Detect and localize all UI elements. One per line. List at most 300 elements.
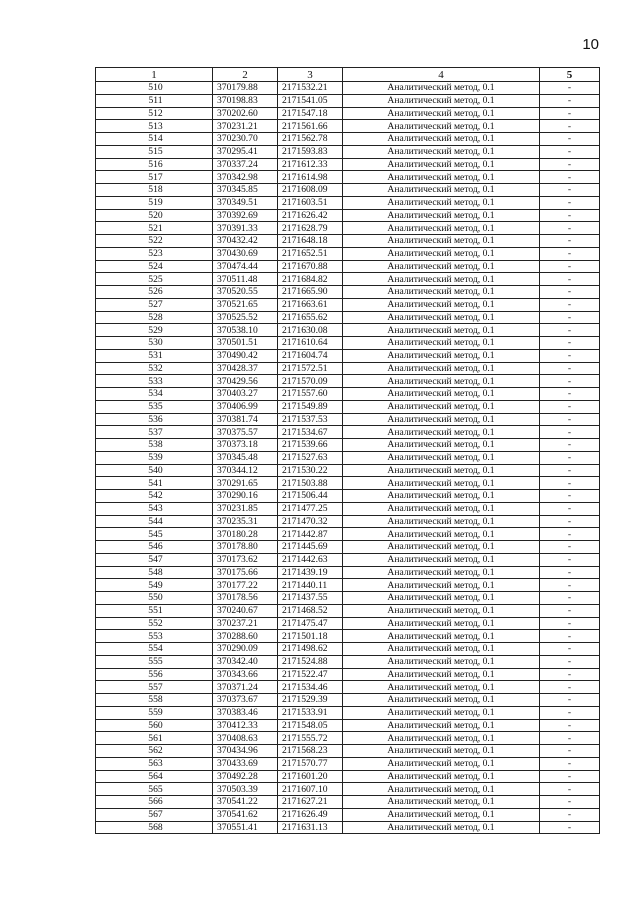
description-cell: - — [540, 388, 600, 401]
x-coordinate-cell: 370403.27 — [213, 388, 278, 401]
description-cell: - — [540, 553, 600, 566]
description-cell: - — [540, 260, 600, 273]
method-cell: Аналитический метод, 0.1 — [343, 247, 540, 260]
method-cell: Аналитический метод, 0.1 — [343, 349, 540, 362]
point-number-cell: 528 — [96, 311, 213, 324]
method-cell: Аналитический метод, 0.1 — [343, 821, 540, 834]
description-cell: - — [540, 566, 600, 579]
point-number-cell: 511 — [96, 94, 213, 107]
x-coordinate-cell: 370175.66 — [213, 566, 278, 579]
y-coordinate-cell: 2171593.83 — [278, 145, 343, 158]
table-row — [96, 515, 600, 528]
point-number-cell: 562 — [96, 745, 213, 758]
x-coordinate-cell: 370391.33 — [213, 222, 278, 235]
table-row — [96, 82, 600, 95]
x-coordinate-cell: 370501.51 — [213, 337, 278, 350]
method-cell: Аналитический метод, 0.1 — [343, 732, 540, 745]
header-method: 4 — [343, 68, 540, 82]
description-cell: - — [540, 120, 600, 133]
table-row — [96, 184, 600, 197]
method-cell: Аналитический метод, 0.1 — [343, 502, 540, 515]
y-coordinate-cell: 2171665.90 — [278, 286, 343, 299]
point-number-cell: 517 — [96, 171, 213, 184]
x-coordinate-cell: 370173.62 — [213, 553, 278, 566]
y-coordinate-cell: 2171626.49 — [278, 808, 343, 821]
description-cell: - — [540, 349, 600, 362]
table-row — [96, 745, 600, 758]
description-cell: - — [540, 579, 600, 592]
table-row — [96, 388, 600, 401]
table-row — [96, 477, 600, 490]
description-cell: - — [540, 604, 600, 617]
x-coordinate-cell: 370290.09 — [213, 643, 278, 656]
table-row — [96, 260, 600, 273]
description-cell: - — [540, 324, 600, 337]
point-number-cell: 567 — [96, 808, 213, 821]
x-coordinate-cell: 370521.65 — [213, 298, 278, 311]
method-cell: Аналитический метод, 0.1 — [343, 706, 540, 719]
y-coordinate-cell: 2171630.08 — [278, 324, 343, 337]
table-row — [96, 694, 600, 707]
point-number-cell: 531 — [96, 349, 213, 362]
table-row — [96, 706, 600, 719]
method-cell: Аналитический метод, 0.1 — [343, 770, 540, 783]
table-row — [96, 579, 600, 592]
table-body — [96, 82, 600, 834]
table-row — [96, 324, 600, 337]
y-coordinate-cell: 2171607.10 — [278, 783, 343, 796]
table-row — [96, 145, 600, 158]
x-coordinate-cell: 370178.80 — [213, 541, 278, 554]
table-row — [96, 490, 600, 503]
table-row — [96, 120, 600, 133]
y-coordinate-cell: 2171548.05 — [278, 719, 343, 732]
point-number-cell: 538 — [96, 439, 213, 452]
y-coordinate-cell: 2171445.69 — [278, 541, 343, 554]
y-coordinate-cell: 2171501.18 — [278, 630, 343, 643]
y-coordinate-cell: 2171684.82 — [278, 273, 343, 286]
table-row — [96, 566, 600, 579]
method-cell: Аналитический метод, 0.1 — [343, 694, 540, 707]
method-cell: Аналитический метод, 0.1 — [343, 133, 540, 146]
point-number-cell: 564 — [96, 770, 213, 783]
table-row — [96, 362, 600, 375]
point-number-cell: 560 — [96, 719, 213, 732]
table-header — [96, 68, 600, 82]
point-number-cell: 533 — [96, 375, 213, 388]
x-coordinate-cell: 370430.69 — [213, 247, 278, 260]
point-number-cell: 543 — [96, 502, 213, 515]
x-coordinate-cell: 370511.48 — [213, 273, 278, 286]
point-number-cell: 532 — [96, 362, 213, 375]
description-cell: - — [540, 732, 600, 745]
x-coordinate-cell: 370240.67 — [213, 604, 278, 617]
point-number-cell: 513 — [96, 120, 213, 133]
page-number: 10 — [582, 36, 599, 53]
description-cell: - — [540, 158, 600, 171]
table-row — [96, 107, 600, 120]
method-cell: Аналитический метод, 0.1 — [343, 439, 540, 452]
x-coordinate-cell: 370474.44 — [213, 260, 278, 273]
x-coordinate-cell: 370381.74 — [213, 413, 278, 426]
point-number-cell: 540 — [96, 464, 213, 477]
description-cell: - — [540, 145, 600, 158]
description-cell: - — [540, 171, 600, 184]
x-coordinate-cell: 370525.52 — [213, 311, 278, 324]
point-number-cell: 515 — [96, 145, 213, 158]
x-coordinate-cell: 370342.98 — [213, 171, 278, 184]
method-cell: Аналитический метод, 0.1 — [343, 413, 540, 426]
x-coordinate-cell: 370237.21 — [213, 617, 278, 630]
method-cell: Аналитический метод, 0.1 — [343, 579, 540, 592]
point-number-cell: 551 — [96, 604, 213, 617]
x-coordinate-cell: 370231.21 — [213, 120, 278, 133]
x-coordinate-cell: 370541.22 — [213, 796, 278, 809]
y-coordinate-cell: 2171530.22 — [278, 464, 343, 477]
x-coordinate-cell: 370345.48 — [213, 451, 278, 464]
table-row — [96, 604, 600, 617]
table-row — [96, 439, 600, 452]
x-coordinate-cell: 370538.10 — [213, 324, 278, 337]
y-coordinate-cell: 2171612.33 — [278, 158, 343, 171]
method-cell: Аналитический метод, 0.1 — [343, 745, 540, 758]
table-row — [96, 757, 600, 770]
description-cell: - — [540, 94, 600, 107]
table-row — [96, 337, 600, 350]
description-cell: - — [540, 515, 600, 528]
y-coordinate-cell: 2171601.20 — [278, 770, 343, 783]
description-cell: - — [540, 490, 600, 503]
point-number-cell: 552 — [96, 617, 213, 630]
x-coordinate-cell: 370202.60 — [213, 107, 278, 120]
y-coordinate-cell: 2171440.11 — [278, 579, 343, 592]
point-number-cell: 529 — [96, 324, 213, 337]
description-cell: - — [540, 783, 600, 796]
method-cell: Аналитический метод, 0.1 — [343, 120, 540, 133]
x-coordinate-cell: 370432.42 — [213, 235, 278, 248]
description-cell: - — [540, 235, 600, 248]
point-number-cell: 565 — [96, 783, 213, 796]
x-coordinate-cell: 370179.88 — [213, 82, 278, 95]
y-coordinate-cell: 2171614.98 — [278, 171, 343, 184]
description-cell: - — [540, 426, 600, 439]
x-coordinate-cell: 370428.37 — [213, 362, 278, 375]
table-row — [96, 643, 600, 656]
y-coordinate-cell: 2171503.88 — [278, 477, 343, 490]
x-coordinate-cell: 370490.42 — [213, 349, 278, 362]
point-number-cell: 553 — [96, 630, 213, 643]
table-row — [96, 655, 600, 668]
x-coordinate-cell: 370337.24 — [213, 158, 278, 171]
table-row — [96, 451, 600, 464]
method-cell: Аналитический метод, 0.1 — [343, 107, 540, 120]
y-coordinate-cell: 2171522.47 — [278, 668, 343, 681]
x-coordinate-cell: 370343.66 — [213, 668, 278, 681]
x-coordinate-cell: 370288.60 — [213, 630, 278, 643]
method-cell: Аналитический метод, 0.1 — [343, 426, 540, 439]
y-coordinate-cell: 2171437.55 — [278, 592, 343, 605]
x-coordinate-cell: 370230.70 — [213, 133, 278, 146]
description-cell: - — [540, 668, 600, 681]
point-number-cell: 514 — [96, 133, 213, 146]
table-row — [96, 273, 600, 286]
x-coordinate-cell: 370520.55 — [213, 286, 278, 299]
description-cell: - — [540, 413, 600, 426]
description-cell: - — [540, 630, 600, 643]
method-cell: Аналитический метод, 0.1 — [343, 668, 540, 681]
y-coordinate-cell: 2171498.62 — [278, 643, 343, 656]
y-coordinate-cell: 2171506.44 — [278, 490, 343, 503]
x-coordinate-cell: 370392.69 — [213, 209, 278, 222]
y-coordinate-cell: 2171570.09 — [278, 375, 343, 388]
description-cell: - — [540, 133, 600, 146]
y-coordinate-cell: 2171442.63 — [278, 553, 343, 566]
point-number-cell: 535 — [96, 400, 213, 413]
method-cell: Аналитический метод, 0.1 — [343, 655, 540, 668]
point-number-cell: 516 — [96, 158, 213, 171]
description-cell: - — [540, 655, 600, 668]
point-number-cell: 541 — [96, 477, 213, 490]
point-number-cell: 561 — [96, 732, 213, 745]
method-cell: Аналитический метод, 0.1 — [343, 719, 540, 732]
description-cell: - — [540, 528, 600, 541]
x-coordinate-cell: 370231.85 — [213, 502, 278, 515]
method-cell: Аналитический метод, 0.1 — [343, 298, 540, 311]
description-cell: - — [540, 107, 600, 120]
method-cell: Аналитический метод, 0.1 — [343, 643, 540, 656]
table-row — [96, 247, 600, 260]
method-cell: Аналитический метод, 0.1 — [343, 184, 540, 197]
point-number-cell: 512 — [96, 107, 213, 120]
description-cell: - — [540, 592, 600, 605]
header-row — [96, 68, 600, 82]
y-coordinate-cell: 2171626.42 — [278, 209, 343, 222]
point-number-cell: 519 — [96, 196, 213, 209]
method-cell: Аналитический метод, 0.1 — [343, 783, 540, 796]
table-row — [96, 464, 600, 477]
y-coordinate-cell: 2171537.53 — [278, 413, 343, 426]
method-cell: Аналитический метод, 0.1 — [343, 464, 540, 477]
x-coordinate-cell: 370375.57 — [213, 426, 278, 439]
description-cell: - — [540, 808, 600, 821]
x-coordinate-cell: 370406.99 — [213, 400, 278, 413]
description-cell: - — [540, 196, 600, 209]
method-cell: Аналитический метод, 0.1 — [343, 617, 540, 630]
y-coordinate-cell: 2171468.52 — [278, 604, 343, 617]
x-coordinate-cell: 370541.62 — [213, 808, 278, 821]
header-x-coordinate: 2 — [213, 68, 278, 82]
method-cell: Аналитический метод, 0.1 — [343, 477, 540, 490]
y-coordinate-cell: 2171541.05 — [278, 94, 343, 107]
description-cell: - — [540, 694, 600, 707]
table-row — [96, 770, 600, 783]
method-cell: Аналитический метод, 0.1 — [343, 311, 540, 324]
point-number-cell: 545 — [96, 528, 213, 541]
y-coordinate-cell: 2171555.72 — [278, 732, 343, 745]
y-coordinate-cell: 2171561.66 — [278, 120, 343, 133]
method-cell: Аналитический метод, 0.1 — [343, 94, 540, 107]
method-cell: Аналитический метод, 0.1 — [343, 388, 540, 401]
table-row — [96, 375, 600, 388]
description-cell: - — [540, 298, 600, 311]
table-row — [96, 528, 600, 541]
description-cell: - — [540, 286, 600, 299]
y-coordinate-cell: 2171652.51 — [278, 247, 343, 260]
description-cell: - — [540, 362, 600, 375]
point-number-cell: 534 — [96, 388, 213, 401]
table-row — [96, 171, 600, 184]
table-row — [96, 298, 600, 311]
point-number-cell: 518 — [96, 184, 213, 197]
x-coordinate-cell: 370180.28 — [213, 528, 278, 541]
x-coordinate-cell: 370551.41 — [213, 821, 278, 834]
point-number-cell: 521 — [96, 222, 213, 235]
description-cell: - — [540, 617, 600, 630]
method-cell: Аналитический метод, 0.1 — [343, 222, 540, 235]
table-row — [96, 413, 600, 426]
y-coordinate-cell: 2171562.78 — [278, 133, 343, 146]
table-row — [96, 349, 600, 362]
description-cell: - — [540, 337, 600, 350]
method-cell: Аналитический метод, 0.1 — [343, 541, 540, 554]
table-row — [96, 235, 600, 248]
y-coordinate-cell: 2171532.21 — [278, 82, 343, 95]
method-cell: Аналитический метод, 0.1 — [343, 604, 540, 617]
method-cell: Аналитический метод, 0.1 — [343, 82, 540, 95]
method-cell: Аналитический метод, 0.1 — [343, 158, 540, 171]
y-coordinate-cell: 2171610.64 — [278, 337, 343, 350]
point-number-cell: 557 — [96, 681, 213, 694]
x-coordinate-cell: 370290.16 — [213, 490, 278, 503]
description-cell: - — [540, 247, 600, 260]
table-row — [96, 311, 600, 324]
table-row — [96, 133, 600, 146]
y-coordinate-cell: 2171628.79 — [278, 222, 343, 235]
y-coordinate-cell: 2171570.77 — [278, 757, 343, 770]
method-cell: Аналитический метод, 0.1 — [343, 528, 540, 541]
method-cell: Аналитический метод, 0.1 — [343, 400, 540, 413]
description-cell: - — [540, 451, 600, 464]
x-coordinate-cell: 370408.63 — [213, 732, 278, 745]
description-cell: - — [540, 82, 600, 95]
point-number-cell: 520 — [96, 209, 213, 222]
y-coordinate-cell: 2171547.18 — [278, 107, 343, 120]
description-cell: - — [540, 757, 600, 770]
y-coordinate-cell: 2171604.74 — [278, 349, 343, 362]
table-row — [96, 732, 600, 745]
table-row — [96, 158, 600, 171]
description-cell: - — [540, 821, 600, 834]
description-cell: - — [540, 719, 600, 732]
description-cell: - — [540, 222, 600, 235]
point-number-cell: 539 — [96, 451, 213, 464]
method-cell: Аналитический метод, 0.1 — [343, 630, 540, 643]
x-coordinate-cell: 370373.67 — [213, 694, 278, 707]
method-cell: Аналитический метод, 0.1 — [343, 553, 540, 566]
point-number-cell: 554 — [96, 643, 213, 656]
point-number-cell: 537 — [96, 426, 213, 439]
description-cell: - — [540, 375, 600, 388]
point-number-cell: 526 — [96, 286, 213, 299]
table-row — [96, 592, 600, 605]
x-coordinate-cell: 370178.56 — [213, 592, 278, 605]
point-number-cell: 546 — [96, 541, 213, 554]
table-row — [96, 783, 600, 796]
description-cell: - — [540, 770, 600, 783]
table-row — [96, 426, 600, 439]
y-coordinate-cell: 2171470.32 — [278, 515, 343, 528]
description-cell: - — [540, 464, 600, 477]
method-cell: Аналитический метод, 0.1 — [343, 273, 540, 286]
table-row — [96, 808, 600, 821]
method-cell: Аналитический метод, 0.1 — [343, 808, 540, 821]
table-row — [96, 94, 600, 107]
table-row — [96, 796, 600, 809]
y-coordinate-cell: 2171572.51 — [278, 362, 343, 375]
description-cell: - — [540, 400, 600, 413]
method-cell: Аналитический метод, 0.1 — [343, 337, 540, 350]
y-coordinate-cell: 2171534.67 — [278, 426, 343, 439]
point-number-cell: 568 — [96, 821, 213, 834]
x-coordinate-cell: 370344.12 — [213, 464, 278, 477]
x-coordinate-cell: 370342.40 — [213, 655, 278, 668]
point-number-cell: 542 — [96, 490, 213, 503]
method-cell: Аналитический метод, 0.1 — [343, 451, 540, 464]
y-coordinate-cell: 2171477.25 — [278, 502, 343, 515]
description-cell: - — [540, 502, 600, 515]
point-number-cell: 524 — [96, 260, 213, 273]
point-number-cell: 550 — [96, 592, 213, 605]
table-row — [96, 553, 600, 566]
table-row — [96, 196, 600, 209]
x-coordinate-cell: 370433.69 — [213, 757, 278, 770]
description-cell: - — [540, 796, 600, 809]
description-cell: - — [540, 184, 600, 197]
point-number-cell: 523 — [96, 247, 213, 260]
table-row — [96, 617, 600, 630]
x-coordinate-cell: 370295.41 — [213, 145, 278, 158]
point-number-cell: 522 — [96, 235, 213, 248]
description-cell: - — [540, 311, 600, 324]
x-coordinate-cell: 370371.24 — [213, 681, 278, 694]
x-coordinate-cell: 370383.46 — [213, 706, 278, 719]
y-coordinate-cell: 2171608.09 — [278, 184, 343, 197]
x-coordinate-cell: 370198.83 — [213, 94, 278, 107]
description-cell: - — [540, 681, 600, 694]
point-number-cell: 558 — [96, 694, 213, 707]
description-cell: - — [540, 439, 600, 452]
point-number-cell: 536 — [96, 413, 213, 426]
y-coordinate-cell: 2171568.23 — [278, 745, 343, 758]
y-coordinate-cell: 2171549.89 — [278, 400, 343, 413]
point-number-cell: 548 — [96, 566, 213, 579]
y-coordinate-cell: 2171603.51 — [278, 196, 343, 209]
y-coordinate-cell: 2171631.13 — [278, 821, 343, 834]
y-coordinate-cell: 2171529.39 — [278, 694, 343, 707]
method-cell: Аналитический метод, 0.1 — [343, 681, 540, 694]
point-number-cell: 527 — [96, 298, 213, 311]
x-coordinate-cell: 370429.56 — [213, 375, 278, 388]
x-coordinate-cell: 370291.65 — [213, 477, 278, 490]
x-coordinate-cell: 370503.39 — [213, 783, 278, 796]
method-cell: Аналитический метод, 0.1 — [343, 490, 540, 503]
x-coordinate-cell: 370177.22 — [213, 579, 278, 592]
description-cell: - — [540, 643, 600, 656]
method-cell: Аналитический метод, 0.1 — [343, 566, 540, 579]
y-coordinate-cell: 2171442.87 — [278, 528, 343, 541]
point-number-cell: 510 — [96, 82, 213, 95]
y-coordinate-cell: 2171524.88 — [278, 655, 343, 668]
